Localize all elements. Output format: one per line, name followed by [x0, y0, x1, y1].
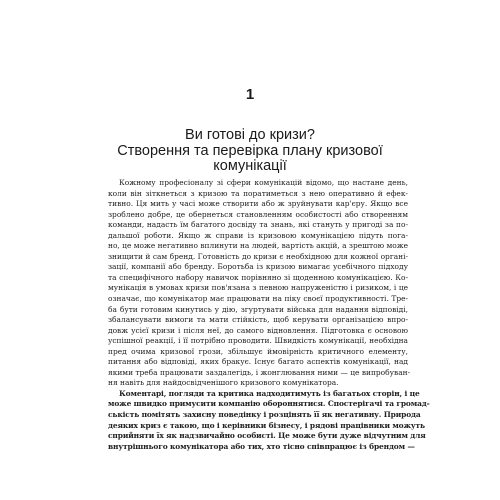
text-line: но, це може негативно вплинути на людей, вартість акцій, а зрештою може: [108, 241, 408, 251]
paragraph-bold: [108, 388, 430, 452]
text-line: зроблено добре, це обернеться становленням особистості або створенням: [108, 209, 408, 219]
text-line: питання або відповіді, яких бракує. Існує багато аспектів комунікації, над: [108, 357, 408, 367]
text-line: деяких криз є такою, що і керівники бізнесу, і рядові працівники можуть: [108, 420, 425, 430]
text-line: тивно. Ця мить у часі може створити або ж зруйнувати кар'єру. Якщо все: [108, 199, 408, 209]
text-line: ня навіть для найдосвідченішого кризового комунікатора.: [108, 378, 339, 388]
chapter-title-line: комунікації: [213, 158, 287, 174]
text-line: Коментарі, погляди та критика надходитимуть із багатьох сторін, і це: [119, 388, 420, 398]
text-line: може швидко примусити компанію обороннятися. Спостерігачі та громад-: [108, 399, 430, 409]
paragraph-regular: [108, 178, 411, 389]
text-line: дальшої роботи. Якщо ж справи із кризовою комунікацією підуть пога-: [108, 230, 408, 240]
text-line: внутрішнього комунікатора або тих, хто тісно співпрацює із брендом —: [108, 441, 415, 451]
chapter-title-line: Ви готові до кризи?: [185, 127, 315, 143]
text-line: Кожному професіоналу зі сфери комунікацій відомо, що настане день,: [119, 178, 408, 187]
text-line: команди, надасть їм багатого досвіду та знань, які стануть у пригоді за по-: [108, 220, 408, 230]
text-line: довж усієї кризи і після неї, до самого відновлення. Підготовка є основою: [108, 325, 408, 335]
text-line: ба бути готовим кинутись у дію, згуртувати війська для надання відповіді,: [108, 304, 408, 314]
text-line: зації, компанії або бренду. Боротьба із кризою вимагає усебічного підходу: [108, 262, 408, 272]
text-line: та специфічного набору навичок порівняно зі щоденною комунікацією. Ко-: [108, 272, 408, 282]
chapter-title: [60, 128, 440, 175]
text-line: сприйняти їх як надзвичайно особисті. Це може бути дуже відчутним для: [108, 431, 426, 441]
text-line: ськість помітять захисну поведінку і розцінять її як негативну. Природа: [108, 410, 421, 420]
text-line: означає, що комунікатор має працювати на піку своєї продуктивності. Тре-: [108, 294, 408, 304]
chapter-number: 1: [245, 86, 255, 103]
text-line: знищити й сам бренд. Готовність до кризи є необхідною для кожної органі-: [108, 251, 408, 261]
text-line: мунікація в умовах кризи пов'язана з певною напруженістю і ризиком, і це: [108, 283, 408, 293]
chapter-title-line: Створення та перевірка плану кризової: [117, 142, 383, 159]
text-line: успішної реакції, і її потрібно проводити. Швидкість комунікації, необхідна: [108, 336, 408, 346]
text-line: якими треба працювати заздалегідь, і жонглювання ними — це випробуван-: [108, 367, 411, 377]
text-line: коли він зіткнеться з кризою та поратиметься з нею оперативно й ефек-: [108, 188, 408, 198]
text-line: збалансувати вимоги та мати стійкість, щоб керувати організацією впро-: [108, 315, 408, 325]
body-text: [108, 178, 430, 452]
text-line: пред очима кризової грози, збільшує ймовірність критичного елементу,: [108, 346, 408, 356]
